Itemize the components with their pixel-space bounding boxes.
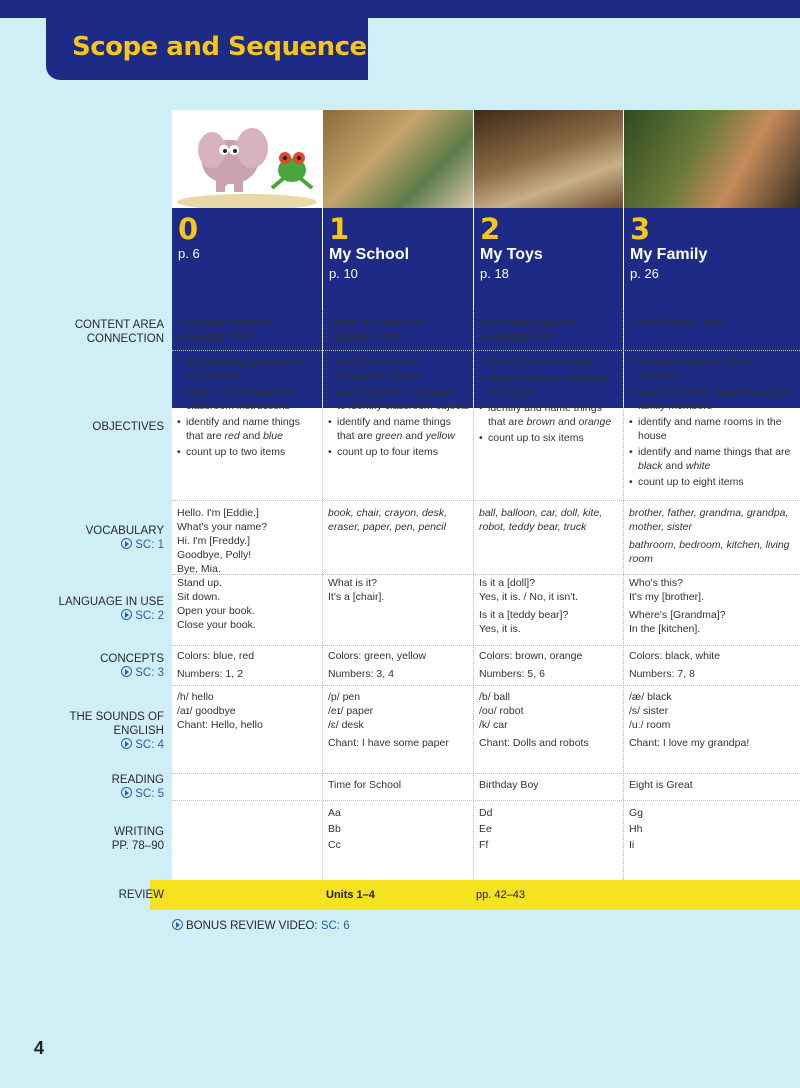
language-line: Stand up. bbox=[177, 577, 222, 589]
letter-pair: Dd bbox=[479, 807, 493, 819]
objective-item: • identify and name classroom objects bbox=[328, 355, 470, 383]
concept-line: Numbers: 5, 6 bbox=[479, 668, 545, 680]
sound-line: /aɪ/ goodbye bbox=[177, 705, 236, 717]
objective-item: • identify and name rooms in the house bbox=[629, 415, 795, 443]
objective-item: • greet and say goodbye to one another bbox=[177, 355, 319, 383]
play-icon bbox=[121, 609, 132, 620]
play-icon bbox=[121, 666, 132, 677]
language-line: Yes, it is. / No, it isn't. bbox=[479, 591, 579, 603]
chant-line: Chant: Hello, hello bbox=[177, 719, 263, 731]
unit-0-image bbox=[172, 110, 322, 208]
vocab-cell-u1: book, chair, crayon, desk, eraser, paper, pen, pencil bbox=[328, 507, 448, 533]
language-line: Open your book. bbox=[177, 605, 255, 617]
reading-cell-u1: Time for School bbox=[328, 779, 402, 791]
vocab-line: Goodbye, Polly! bbox=[177, 549, 252, 561]
language-cell-u3 bbox=[629, 576, 795, 636]
writing-cell-u3 bbox=[629, 805, 795, 853]
sound-line: /eɪ/ paper bbox=[328, 705, 374, 717]
objectives-cell-u3 bbox=[629, 355, 795, 491]
objective-item: • identify and name things that are brown and orange bbox=[479, 401, 620, 429]
sounds-cell-u0 bbox=[177, 690, 317, 732]
row-divider bbox=[172, 773, 800, 774]
label-sounds-of-english: THE SOUNDS OF ENGLISH SC: 4 bbox=[69, 711, 164, 751]
language-line: Yes, it is. bbox=[479, 623, 521, 635]
concepts-cell-u3 bbox=[629, 649, 795, 681]
reading-cell-u2: Birthday Boy bbox=[479, 779, 539, 791]
letter-pair: Ff bbox=[479, 839, 489, 851]
objective-item: • identify and name toys bbox=[479, 355, 620, 369]
letter-pair: Aa bbox=[328, 807, 341, 819]
sc-link[interactable]: SC: 4 bbox=[69, 738, 164, 752]
label-vocabulary: VOCABULARY SC: 1 bbox=[85, 525, 164, 551]
sound-line: /h/ hello bbox=[177, 691, 214, 703]
concept-line: Numbers: 3, 4 bbox=[328, 668, 394, 680]
label-reading: READING SC: 5 bbox=[111, 774, 164, 800]
letter-pair: Cc bbox=[328, 839, 341, 851]
objective-item: • count up to two items bbox=[177, 445, 319, 459]
sc-link[interactable]: SC: 2 bbox=[59, 609, 164, 623]
letter-pair: Hh bbox=[629, 823, 643, 835]
sc-link[interactable]: SC: 3 bbox=[100, 666, 164, 680]
objective-item: • identify and name things that are green and yellow bbox=[328, 415, 470, 443]
content-cell-u0: Social and Academic Language, Math bbox=[177, 316, 275, 342]
vocab-line: Hi. I'm [Freddy.] bbox=[177, 535, 250, 547]
row-divider bbox=[172, 350, 800, 351]
letter-pair: Ee bbox=[479, 823, 492, 835]
language-line: Where's [Grandma]? bbox=[629, 609, 726, 621]
letter-pair: Gg bbox=[629, 807, 644, 819]
objectives-cell-u0 bbox=[177, 355, 319, 461]
play-icon bbox=[121, 738, 132, 749]
language-line: Who's this? bbox=[629, 577, 683, 589]
sounds-cell-u1 bbox=[328, 690, 468, 750]
row-divider bbox=[172, 500, 800, 501]
vocab-rooms: bathroom, bedroom, kitchen, living room bbox=[629, 539, 790, 565]
page-number: 4 bbox=[34, 1038, 45, 1058]
vocab-line: Bye, Mia. bbox=[177, 563, 221, 575]
unit-1-image bbox=[323, 110, 473, 208]
concepts-cell-u2 bbox=[479, 649, 619, 681]
sc-link[interactable]: SC: 1 bbox=[86, 538, 164, 552]
objective-item: • identify and name things that are red and blue bbox=[177, 415, 319, 443]
play-icon bbox=[121, 787, 132, 798]
play-icon bbox=[121, 538, 132, 549]
sound-line: /oʊ/ robot bbox=[479, 705, 524, 717]
unit-number: 3 bbox=[630, 212, 651, 246]
concept-line: Colors: brown, orange bbox=[479, 650, 583, 662]
unit-page: p. 18 bbox=[480, 266, 509, 281]
language-line: What is it? bbox=[328, 577, 378, 589]
sc-link[interactable]: SC: 5 bbox=[112, 787, 164, 801]
unit-number: 2 bbox=[480, 212, 501, 246]
vocab-cell-u2: ball, balloon, car, doll, kite, robot, teddy bear, truck bbox=[479, 507, 603, 533]
elephant-frog-illustration bbox=[172, 110, 322, 208]
language-cell-u2 bbox=[479, 576, 619, 636]
language-line: In the [kitchen]. bbox=[629, 623, 701, 635]
bonus-review-video[interactable]: BONUS REVIEW VIDEO: SC: 6 bbox=[172, 919, 350, 932]
concept-line: Colors: green, yellow bbox=[328, 650, 427, 662]
row-divider bbox=[172, 685, 800, 686]
unit-title: My Family bbox=[630, 246, 708, 263]
label-review: REVIEW bbox=[118, 889, 164, 901]
sound-line: /s/ sister bbox=[629, 705, 669, 717]
sound-line: /uː/ room bbox=[629, 719, 671, 731]
column-divider bbox=[623, 310, 624, 880]
objective-item: • ask and answer questions about toys bbox=[479, 371, 620, 399]
unit-page: p. 6 bbox=[178, 246, 200, 261]
writing-cell-u1 bbox=[328, 805, 468, 853]
label-content-area: CONTENT AREA CONNECTION bbox=[74, 319, 164, 345]
objective-item: • listen to and respond to classroom instructions bbox=[177, 385, 319, 413]
column-divider bbox=[473, 310, 474, 880]
sounds-cell-u2 bbox=[479, 690, 619, 750]
content-cell-u2: Social and Academic Language, Math bbox=[479, 316, 577, 342]
sound-line: /p/ pen bbox=[328, 691, 361, 703]
objectives-cell-u1 bbox=[328, 355, 470, 461]
review-row bbox=[150, 880, 800, 910]
unit-page: p. 10 bbox=[329, 266, 358, 281]
sound-line: /ɛ/ desk bbox=[328, 719, 364, 731]
objective-item: • count up to four items bbox=[328, 445, 470, 459]
concept-line: Numbers: 7, 8 bbox=[629, 668, 695, 680]
sound-line: /k/ car bbox=[479, 719, 508, 731]
unit-3-image bbox=[624, 110, 800, 208]
vocab-language-cell-u0 bbox=[177, 506, 319, 632]
language-line: Is it a [doll]? bbox=[479, 577, 536, 589]
content-cell-u1: Social and Academic Language, Math bbox=[328, 316, 426, 342]
language-line: Is it a [teddy bear]? bbox=[479, 609, 569, 621]
review-units: Units 1–4 bbox=[326, 889, 375, 901]
sound-line: /æ/ black bbox=[629, 691, 672, 703]
page-title: Scope and Sequence bbox=[72, 32, 367, 62]
reading-cell-u3: Eight is Great bbox=[629, 779, 693, 791]
label-language-in-use: LANGUAGE IN USE SC: 2 bbox=[58, 596, 164, 622]
chant-line: Chant: Dolls and robots bbox=[479, 737, 589, 749]
objective-item: • count up to eight items bbox=[629, 475, 795, 489]
language-line: Sit down. bbox=[177, 591, 221, 603]
objective-item: • identify and name things that are black and white bbox=[629, 445, 795, 473]
language-line: It's a [chair]. bbox=[328, 591, 385, 603]
concept-line: Colors: blue, red bbox=[177, 650, 255, 662]
title-box bbox=[46, 0, 368, 80]
language-cell-u1 bbox=[328, 576, 468, 604]
concepts-cell-u1 bbox=[328, 649, 468, 681]
sounds-cell-u3 bbox=[629, 690, 795, 750]
writing-cell-u2 bbox=[479, 805, 619, 853]
unit-title: My Toys bbox=[480, 246, 543, 263]
unit-page: p. 26 bbox=[630, 266, 659, 281]
unit-title: My School bbox=[329, 246, 410, 263]
content-cell-u3: Social Studies, Math bbox=[629, 316, 725, 328]
sc-link[interactable]: SC: 6 bbox=[320, 920, 350, 932]
concept-line: Numbers: 1, 2 bbox=[177, 668, 243, 680]
label-objectives: OBJECTIVES bbox=[92, 421, 164, 433]
row-divider bbox=[172, 800, 800, 801]
concept-line: Colors: black, white bbox=[629, 650, 721, 662]
letter-pair: Ii bbox=[629, 839, 635, 851]
objectives-cell-u2 bbox=[479, 355, 620, 447]
label-writing: WRITING PP. 78–90 bbox=[111, 826, 164, 852]
unit-2-image bbox=[474, 110, 623, 208]
row-divider bbox=[172, 645, 800, 646]
play-icon bbox=[172, 919, 183, 930]
review-pages: pp. 42–43 bbox=[476, 889, 525, 901]
column-divider bbox=[322, 310, 323, 880]
vocab-line: Hello. I'm [Eddie.] bbox=[177, 507, 259, 519]
language-line: It's my [brother]. bbox=[629, 591, 704, 603]
letter-pair: Bb bbox=[328, 823, 341, 835]
objective-item: • identify and name family members bbox=[629, 355, 795, 383]
chant-line: Chant: I love my grandpa! bbox=[629, 737, 750, 749]
objective-item: • ask and answer questions to identify classroom objects bbox=[328, 385, 470, 413]
language-line: Close your book. bbox=[177, 619, 256, 631]
chant-line: Chant: I have some paper bbox=[328, 737, 449, 749]
unit-number: 1 bbox=[329, 212, 350, 246]
objective-item: • count up to six items bbox=[479, 431, 620, 445]
label-concepts: CONCEPTS SC: 3 bbox=[100, 653, 164, 679]
concepts-cell-u0 bbox=[177, 649, 317, 681]
sound-line: /b/ ball bbox=[479, 691, 510, 703]
unit-number: 0 bbox=[178, 212, 199, 246]
scope-table bbox=[172, 110, 800, 880]
vocab-cell-u3 bbox=[629, 506, 795, 570]
objective-item: • ask and answer questions about family members bbox=[629, 385, 795, 413]
vocab-family: brother, father, grandma, grandpa, mother, sister bbox=[629, 507, 789, 533]
vocab-line: What's your name? bbox=[177, 521, 268, 533]
